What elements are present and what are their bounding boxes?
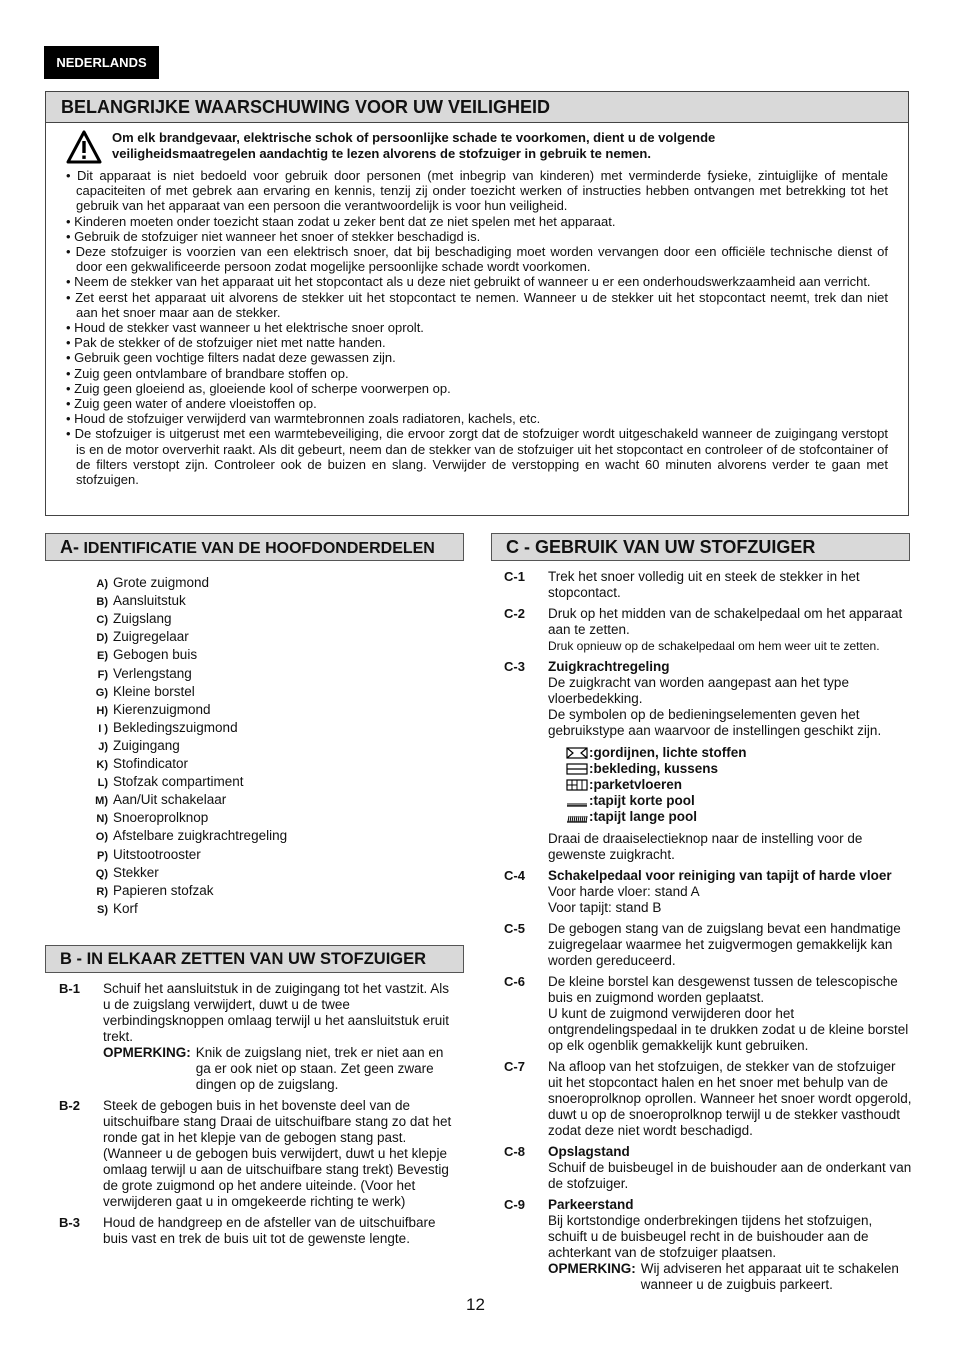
safety-bullet: • Zet eerst het apparaat uit alvorens de stekker uit het stopcontact te nemen. Wanneer u de stekker uit het stopcontact neemt, trek dan niet aan het snoer maar aan de stekker.: [66, 290, 888, 320]
step-heading: Zuigkrachtregeling: [548, 659, 670, 674]
list-item: [70, 771, 287, 789]
step-c7: [504, 1059, 912, 1139]
list-item: [70, 572, 287, 590]
step-number: C-8: [504, 1144, 525, 1159]
curtain-icon: [566, 747, 588, 759]
step-text: Bij kortstondige onderbrekingen tijdens het stofzuigen, schuift u de buisbeugel recht in de buishouder aan de achterkant van de stofzuiger plaatsen.: [548, 1213, 873, 1260]
step-number: C-6: [504, 974, 525, 989]
safety-bullet: • Deze stofzuiger is voorzien van een elektrisch snoer, dat bij beschadiging moet worden vervangen door een officiële technische dienst of door een gekwalificeerde persoon zodat mogelijke persoonlijke schade wordt voorkomen.: [66, 244, 888, 274]
list-item: [70, 843, 287, 861]
step-number: C-7: [504, 1059, 525, 1074]
step-number: C-9: [504, 1197, 525, 1212]
parquet-icon: [566, 779, 588, 791]
safety-bullet: • Zuig geen water of andere vloeistoffen op.: [66, 396, 888, 411]
safety-bullet: • Neem de stekker van het apparaat uit het stopcontact als u deze niet gebruikt of wanneer u er een onderhoudswerkzaamheid aan verricht.: [66, 274, 888, 289]
step-text: Draai de draaiselectieknop naar de instelling voor de gewenste zuigkracht.: [548, 831, 863, 862]
symbol-label: :tapijt korte pool: [589, 793, 695, 808]
symbol-row: [566, 793, 912, 809]
step-text: Steek de gebogen buis in het bovenste deel van de uitschuifbare stang Draai de uitschuifbare stang zo dat het ronde gat in het klepje van de gebogen stang past. (Wanneer u de gebogen buis verwijdert, duwt u het klepje omlaag terwijl u aan de uitschuifbare stang trekt) Bevestig de grote zuigmond op het andere uiteinde. (Voor het verwijderen gaat u in omgekeerde richting te werk): [103, 1098, 452, 1209]
step-number: C-3: [504, 659, 525, 674]
note-text: Knik de zuigslang niet, trek er niet aan en ga er ook niet op staan. Zet geen zware dingen op de zuigslang.: [195, 1045, 444, 1092]
list-item: [70, 789, 287, 807]
part-letter: P): [97, 849, 108, 862]
part-name: Aan/Uit schakelaar: [113, 792, 227, 808]
note-label: OPMERKING:: [548, 1261, 636, 1276]
list-item: [70, 717, 287, 735]
section-b-steps: [59, 981, 459, 1252]
part-letter: G): [95, 686, 108, 699]
part-letter: S): [97, 903, 108, 916]
part-letter: N): [96, 813, 108, 826]
step-b1: [59, 981, 459, 1093]
safety-bullet: • Zuig geen gloeiend as, gloeiende kool of scherpe voorwerpen op.: [66, 381, 888, 396]
step-c5: [504, 921, 912, 969]
part-name: Uitstootrooster: [113, 846, 201, 862]
part-letter: D): [96, 632, 108, 645]
step-c9: [504, 1197, 912, 1293]
part-name: Zuigslang: [113, 611, 172, 627]
note: [103, 1045, 459, 1093]
part-letter: E): [97, 650, 108, 663]
step-c4: [504, 868, 912, 916]
note-text: Wij adviseren het apparaat uit te schakelen wanneer u de zuigbuis parkeert.: [640, 1261, 899, 1292]
symbol-label: :gordijnen, lichte stoffen: [589, 745, 747, 760]
step-c2: [504, 606, 912, 654]
section-b-title: B - IN ELKAAR ZETTEN VAN UW STOFZUIGER: [45, 945, 464, 973]
section-a-prefix: A-: [60, 537, 79, 557]
list-item: [70, 662, 287, 680]
list-item: [70, 699, 287, 717]
part-letter: H): [96, 704, 108, 717]
step-number: C-4: [504, 868, 525, 883]
short-pile-carpet-icon: [566, 795, 588, 807]
safety-bullet: • Houd de stofzuiger verwijderd van warmtebronnen zoals radiatoren, kachels, etc.: [66, 411, 888, 426]
part-letter: R): [96, 885, 108, 898]
safety-bullet: • Pak de stekker of de stofzuiger niet met natte handen.: [66, 335, 888, 350]
section-a-title-text: IDENTIFICATIE VAN DE HOOFDONDERDELEN: [79, 540, 435, 557]
step-b2: [59, 1098, 459, 1210]
symbol-label: :tapijt lange pool: [589, 809, 697, 824]
step-heading: Parkeerstand: [548, 1197, 634, 1212]
symbol-row: [566, 745, 912, 761]
part-name: Kleine borstel: [113, 683, 195, 699]
safety-bullet-list: [66, 168, 888, 487]
part-letter: F): [97, 668, 108, 681]
step-text: Schuif het aansluitstuk in de zuigingang tot het vastzit. Als u de zuigslang verwijdert, duwt u de twee verbindingsknoppen omlaag terwijl u het aansluitstuk eruit trekt.: [103, 981, 449, 1044]
list-item: [70, 608, 287, 626]
safety-bullet: • Kinderen moeten onder toezicht staan zodat u zeker bent dat ze niet spelen met het apparaat.: [66, 214, 888, 229]
list-item: [70, 644, 287, 662]
safety-bullet: • Zuig geen ontvlambare of brandbare stoffen op.: [66, 366, 888, 381]
step-number: B-2: [59, 1098, 80, 1113]
symbol-row: [566, 761, 912, 777]
part-name: Gebogen buis: [113, 647, 198, 663]
step-number: B-1: [59, 981, 80, 996]
symbol-label: :bekleding, kussens: [589, 761, 719, 776]
page-number: 12: [466, 1295, 485, 1314]
step-b3: [59, 1215, 459, 1247]
step-c1: [504, 569, 912, 601]
step-text: De zuigkracht van worden aangepast aan het type vloerbedekking.: [548, 675, 849, 706]
part-name: Verlengstang: [113, 665, 192, 681]
note: [548, 1261, 912, 1293]
part-name: Zuigregelaar: [113, 629, 189, 645]
language-badge: NEDERLANDS: [44, 46, 159, 79]
step-number: C-5: [504, 921, 525, 936]
step-text: Houd de handgreep en de afsteller van de uitschuifbare buis vast en trek de buis uit tot de gewenste lengte.: [103, 1215, 436, 1246]
step-text: U kunt de zuigmond verwijderen door het ontgrendelingspedaal in te drukken zodat u de kleine borstel op elk ogenblik gemakkelijk kunt gebruiken.: [548, 1006, 909, 1053]
list-item: [70, 681, 287, 699]
safety-bullet: • Dit apparaat is niet bedoeld voor gebruik door personen (met inbegrip van kinderen) met verminderde fysieke, zintuiglijke of mentale capaciteiten of met gebrek aan ervaring en kennis, tenzij zij onder toezicht werken of instructies hebben ontvangen met betrekking tot het gebruik van het apparaat van een persoon die verantwoordelijk is voor hun veiligheid.: [66, 168, 888, 214]
part-letter: L): [97, 777, 108, 790]
part-letter: O): [95, 831, 108, 844]
step-text: Voor harde vloer: stand A: [548, 884, 700, 899]
step-text: Trek het snoer volledig uit en steek de stekker in het stopcontact.: [548, 569, 860, 600]
step-number: C-1: [504, 569, 525, 584]
part-name: Snoeroprolknop: [113, 810, 209, 826]
part-letter: B): [96, 596, 108, 609]
step-text: Voor tapijt: stand B: [548, 900, 662, 915]
step-heading: Opslagstand: [548, 1144, 630, 1159]
part-letter: Q): [95, 867, 108, 880]
step-text: De symbolen op de bedieningselementen geven het gebruikstype aan waarvoor de instellingen geschikt zijn.: [548, 707, 882, 738]
step-text: Schuif de buisbeugel in de buishouder aan de onderkant van de stofzuiger.: [548, 1160, 912, 1191]
symbol-row: [566, 777, 912, 793]
list-item: [70, 880, 287, 898]
step-subtext: Druk opnieuw op de schakelpedaal om hem weer uit te zetten.: [548, 639, 880, 653]
symbol-legend: [566, 745, 912, 825]
step-c8: [504, 1144, 912, 1192]
upholstery-icon: [566, 763, 588, 775]
list-item: [70, 590, 287, 608]
section-a-title: [45, 533, 464, 561]
step-text: De gebogen stang van de zuigslang bevat een handmatige zuigregelaar waarmee het zuigvermogen gemakkelijk kan worden gereduceerd.: [548, 921, 901, 968]
symbol-row: [566, 809, 912, 825]
list-item: [70, 753, 287, 771]
safety-warning-box: [45, 91, 909, 516]
safety-bullet: • Houd de stekker vast wanneer u het elektrische snoer oprolt.: [66, 320, 888, 335]
part-name: Afstelbare zuigkrachtregeling: [113, 828, 288, 844]
step-c6: [504, 974, 912, 1054]
part-name: Kierenzuigmond: [113, 701, 211, 717]
parts-list: [70, 572, 287, 916]
list-item: [70, 626, 287, 644]
list-item: [70, 825, 287, 843]
safety-bullet: • De stofzuiger is uitgerust met een warmtebeveiliging, die ervoor zorgt dat de stofzuiger wordt uitgeschakeld wanneer de zuigingang verstopt is en de motor oververhit raakt. Als dit gebeurt, neem dan de stekker van de stofzuiger uit het stopcontact en controleer of de stofcontainer of de filters verstopt zijn. Controleer ook de buizen en slang. Verwijder de verstopping en wacht 60 minuten alvorens verder te gaan met stofzuigen.: [66, 426, 888, 487]
part-letter: K): [96, 759, 108, 772]
part-name: Papieren stofzak: [113, 882, 214, 898]
safety-warning-intro: [66, 130, 896, 164]
list-item: [70, 735, 287, 753]
part-letter: J): [98, 740, 108, 753]
part-letter: C): [96, 614, 108, 627]
part-letter: M): [95, 795, 108, 808]
symbol-label: :parketvloeren: [589, 777, 683, 792]
section-c-steps: [504, 569, 912, 1298]
part-name: Stofindicator: [113, 756, 189, 772]
warning-triangle-icon: [66, 130, 102, 164]
list-item: [70, 862, 287, 880]
safety-bullet: • Gebruik geen vochtige filters nadat deze gewassen zijn.: [66, 350, 888, 365]
part-name: Stofzak compartiment: [113, 774, 244, 790]
part-name: Grote zuigmond: [113, 575, 210, 591]
step-text: De kleine borstel kan desgewenst tussen de telescopische buis en zuigmond worden geplaatst.: [548, 974, 898, 1005]
step-heading: Schakelpedaal voor reiniging van tapijt of harde vloer: [548, 868, 892, 883]
part-letter: I ): [98, 722, 108, 735]
step-text: Na afloop van het stofzuigen, de stekker van de stofzuiger uit het stopcontact halen en het snoer met behulp van de snoeroprolknop oprollen. Wanneer het snoer wordt opgerold, duwt u op de snoeroprolknop terwijl u de stekker vasthoudt zodat deze niet wordt beschadigd.: [548, 1059, 912, 1138]
part-name: Stekker: [113, 864, 159, 880]
part-name: Bekledingszuigmond: [113, 719, 238, 735]
step-number: C-2: [504, 606, 525, 621]
list-item: [70, 807, 287, 825]
safety-intro-line-1: Om elk brandgevaar, elektrische schok of persoonlijke schade te voorkomen, dient u de volgende: [112, 130, 716, 145]
step-number: B-3: [59, 1215, 80, 1230]
part-name: Aansluitstuk: [113, 593, 186, 609]
safety-bullet: • Gebruik de stofzuiger niet wanneer het snoer of stekker beschadigd is.: [66, 229, 888, 244]
section-c-title: C - GEBRUIK VAN UW STOFZUIGER: [491, 533, 910, 561]
part-name: Zuigingang: [113, 737, 180, 753]
step-c3: [504, 659, 912, 863]
part-name: Korf: [113, 900, 138, 916]
safety-intro-line-2: veiligheidsmaatregelen aandachtig te lezen alvorens de stofzuiger in gebruik te nemen.: [112, 146, 651, 161]
part-letter: A): [96, 578, 108, 591]
list-item: [70, 898, 287, 916]
note-label: OPMERKING:: [103, 1045, 191, 1060]
step-text: Druk op het midden van de schakelpedaal om het apparaat aan te zetten.: [548, 606, 903, 637]
safety-warning-title: BELANGRIJKE WAARSCHUWING VOOR UW VEILIGHEID: [46, 92, 908, 123]
long-pile-carpet-icon: [566, 811, 588, 823]
